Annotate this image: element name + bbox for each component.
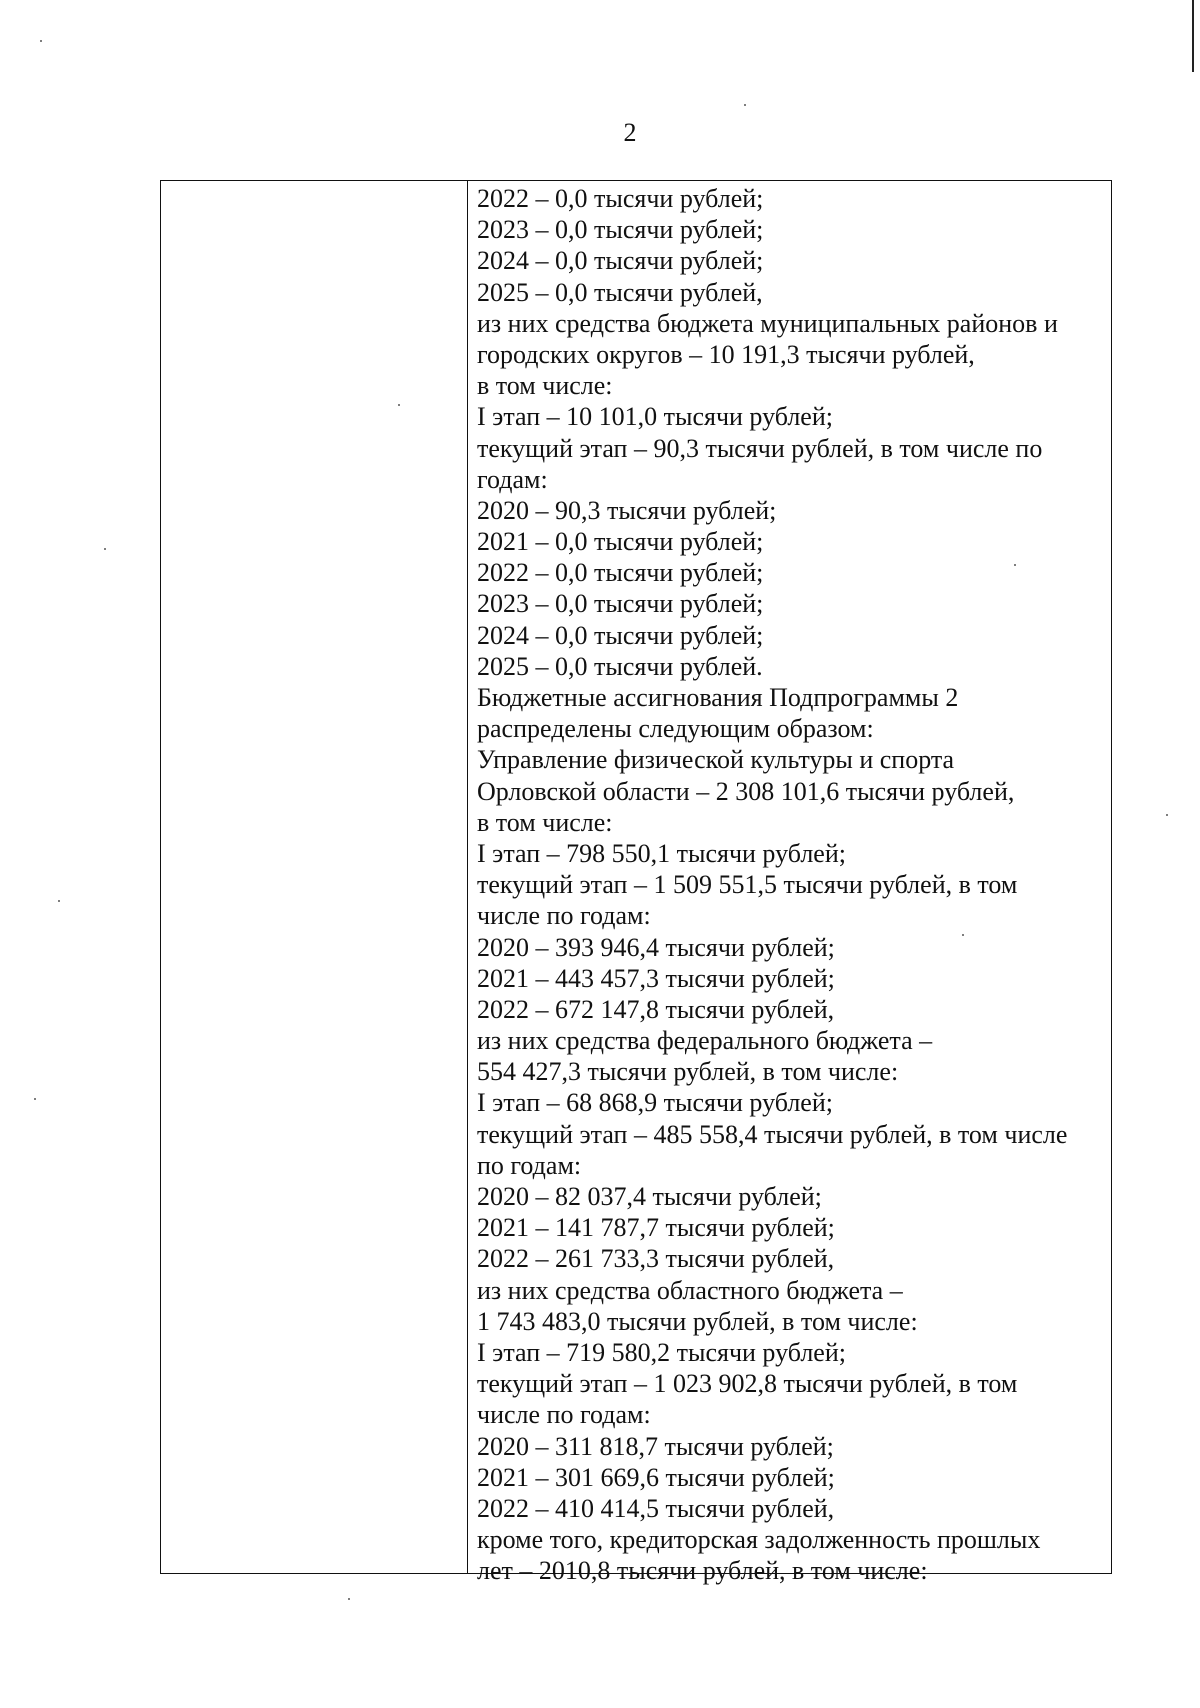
scan-speck — [1166, 814, 1168, 816]
scan-speck — [40, 40, 42, 42]
column-divider — [467, 181, 468, 1573]
text-line: I этап – 719 580,2 тысячи рублей; — [477, 1337, 846, 1367]
text-line: 2021 – 0,0 тысячи рублей; — [477, 527, 764, 557]
scan-edge-mark — [1192, 0, 1194, 72]
text-line: текущий этап – 485 558,4 тысячи рублей, в том числе — [477, 1119, 1068, 1149]
text-line: в том числе: — [477, 807, 613, 837]
text-line: 2022 – 0,0 тысячи рублей; — [477, 184, 764, 213]
text-line: 554 427,3 тысячи рублей, в том числе: — [477, 1057, 899, 1087]
text-line: 2021 – 301 669,6 тысячи рублей; — [477, 1462, 835, 1492]
scan-speck — [398, 404, 400, 406]
text-line: 2020 – 393 946,4 тысячи рублей; — [477, 932, 835, 962]
text-line: текущий этап – 1 509 551,5 тысячи рублей, в том — [477, 870, 1018, 900]
text-line: 2020 – 311 818,7 тысячи рублей; — [477, 1431, 834, 1461]
text-line: 2022 – 0,0 тысячи рублей; — [477, 558, 764, 588]
text-line: годам: — [477, 464, 548, 494]
text-line: текущий этап – 90,3 тысячи рублей, в том числе по — [477, 433, 1043, 463]
table-left-cell — [161, 181, 467, 1573]
text-line: 2022 – 410 414,5 тысячи рублей, — [477, 1493, 835, 1523]
scan-speck — [962, 934, 964, 936]
text-line: 2023 – 0,0 тысячи рублей; — [477, 215, 764, 245]
text-line: 2021 – 443 457,3 тысячи рублей; — [477, 963, 835, 993]
scan-speck — [58, 900, 60, 902]
text-line: текущий этап – 1 023 902,8 тысячи рублей, в том — [477, 1369, 1018, 1399]
scan-speck — [104, 548, 106, 550]
text-line: Управление физической культуры и спорта — [477, 745, 955, 775]
scan-speck — [1014, 564, 1016, 566]
scan-speck — [744, 104, 746, 106]
text-line: 2025 – 0,0 тысячи рублей, — [477, 277, 763, 307]
text-line: 1 743 483,0 тысячи рублей, в том числе: — [477, 1306, 918, 1336]
text-line: I этап – 68 868,9 тысячи рублей; — [477, 1088, 833, 1118]
text-line: из них средства областного бюджета – — [477, 1275, 903, 1305]
scan-speck — [34, 1098, 36, 1100]
text-line: из них средства бюджета муниципальных районов и — [477, 308, 1058, 338]
text-line: 2024 – 0,0 тысячи рублей; — [477, 620, 764, 650]
text-line: 2020 – 82 037,4 тысячи рублей; — [477, 1182, 822, 1211]
text-line: 2020 – 90,3 тысячи рублей; — [477, 495, 777, 525]
text-line: лет – 2010,8 тысячи рублей, в том числе: — [477, 1556, 928, 1586]
text-line: в том числе: — [477, 371, 613, 401]
text-line: числе по годам: — [477, 901, 651, 931]
text-line: I этап – 10 101,0 тысячи рублей; — [477, 402, 833, 432]
text-line: числе по годам: — [477, 1400, 651, 1430]
table-right-cell — [477, 183, 1103, 1586]
text-line: 2022 – 261 733,3 тысячи рублей, — [477, 1244, 835, 1274]
scan-speck — [348, 1598, 350, 1600]
text-line: Орловской области – 2 308 101,6 тысячи рублей, — [477, 776, 1015, 806]
text-line: 2025 – 0,0 тысячи рублей. — [477, 651, 763, 681]
text-line: по годам: — [477, 1150, 582, 1180]
text-line: городских округов – 10 191,3 тысячи рублей, — [477, 339, 975, 369]
text-line: Бюджетные ассигнования Подпрограммы 2 — [477, 683, 959, 712]
text-line: 2024 – 0,0 тысячи рублей; — [477, 246, 764, 276]
text-line: 2023 – 0,0 тысячи рублей; — [477, 589, 764, 619]
text-line: 2022 – 672 147,8 тысячи рублей, — [477, 994, 835, 1024]
text-line: из них средства федерального бюджета – — [477, 1026, 933, 1056]
page-number: 2 — [623, 118, 637, 147]
text-line: I этап – 798 550,1 тысячи рублей; — [477, 838, 846, 868]
budget-table — [160, 180, 1112, 1586]
text-line: распределены следующим образом: — [477, 714, 874, 744]
text-line: 2021 – 141 787,7 тысячи рублей; — [477, 1213, 835, 1243]
text-line: кроме того, кредиторская задолженность прошлых — [477, 1525, 1041, 1555]
